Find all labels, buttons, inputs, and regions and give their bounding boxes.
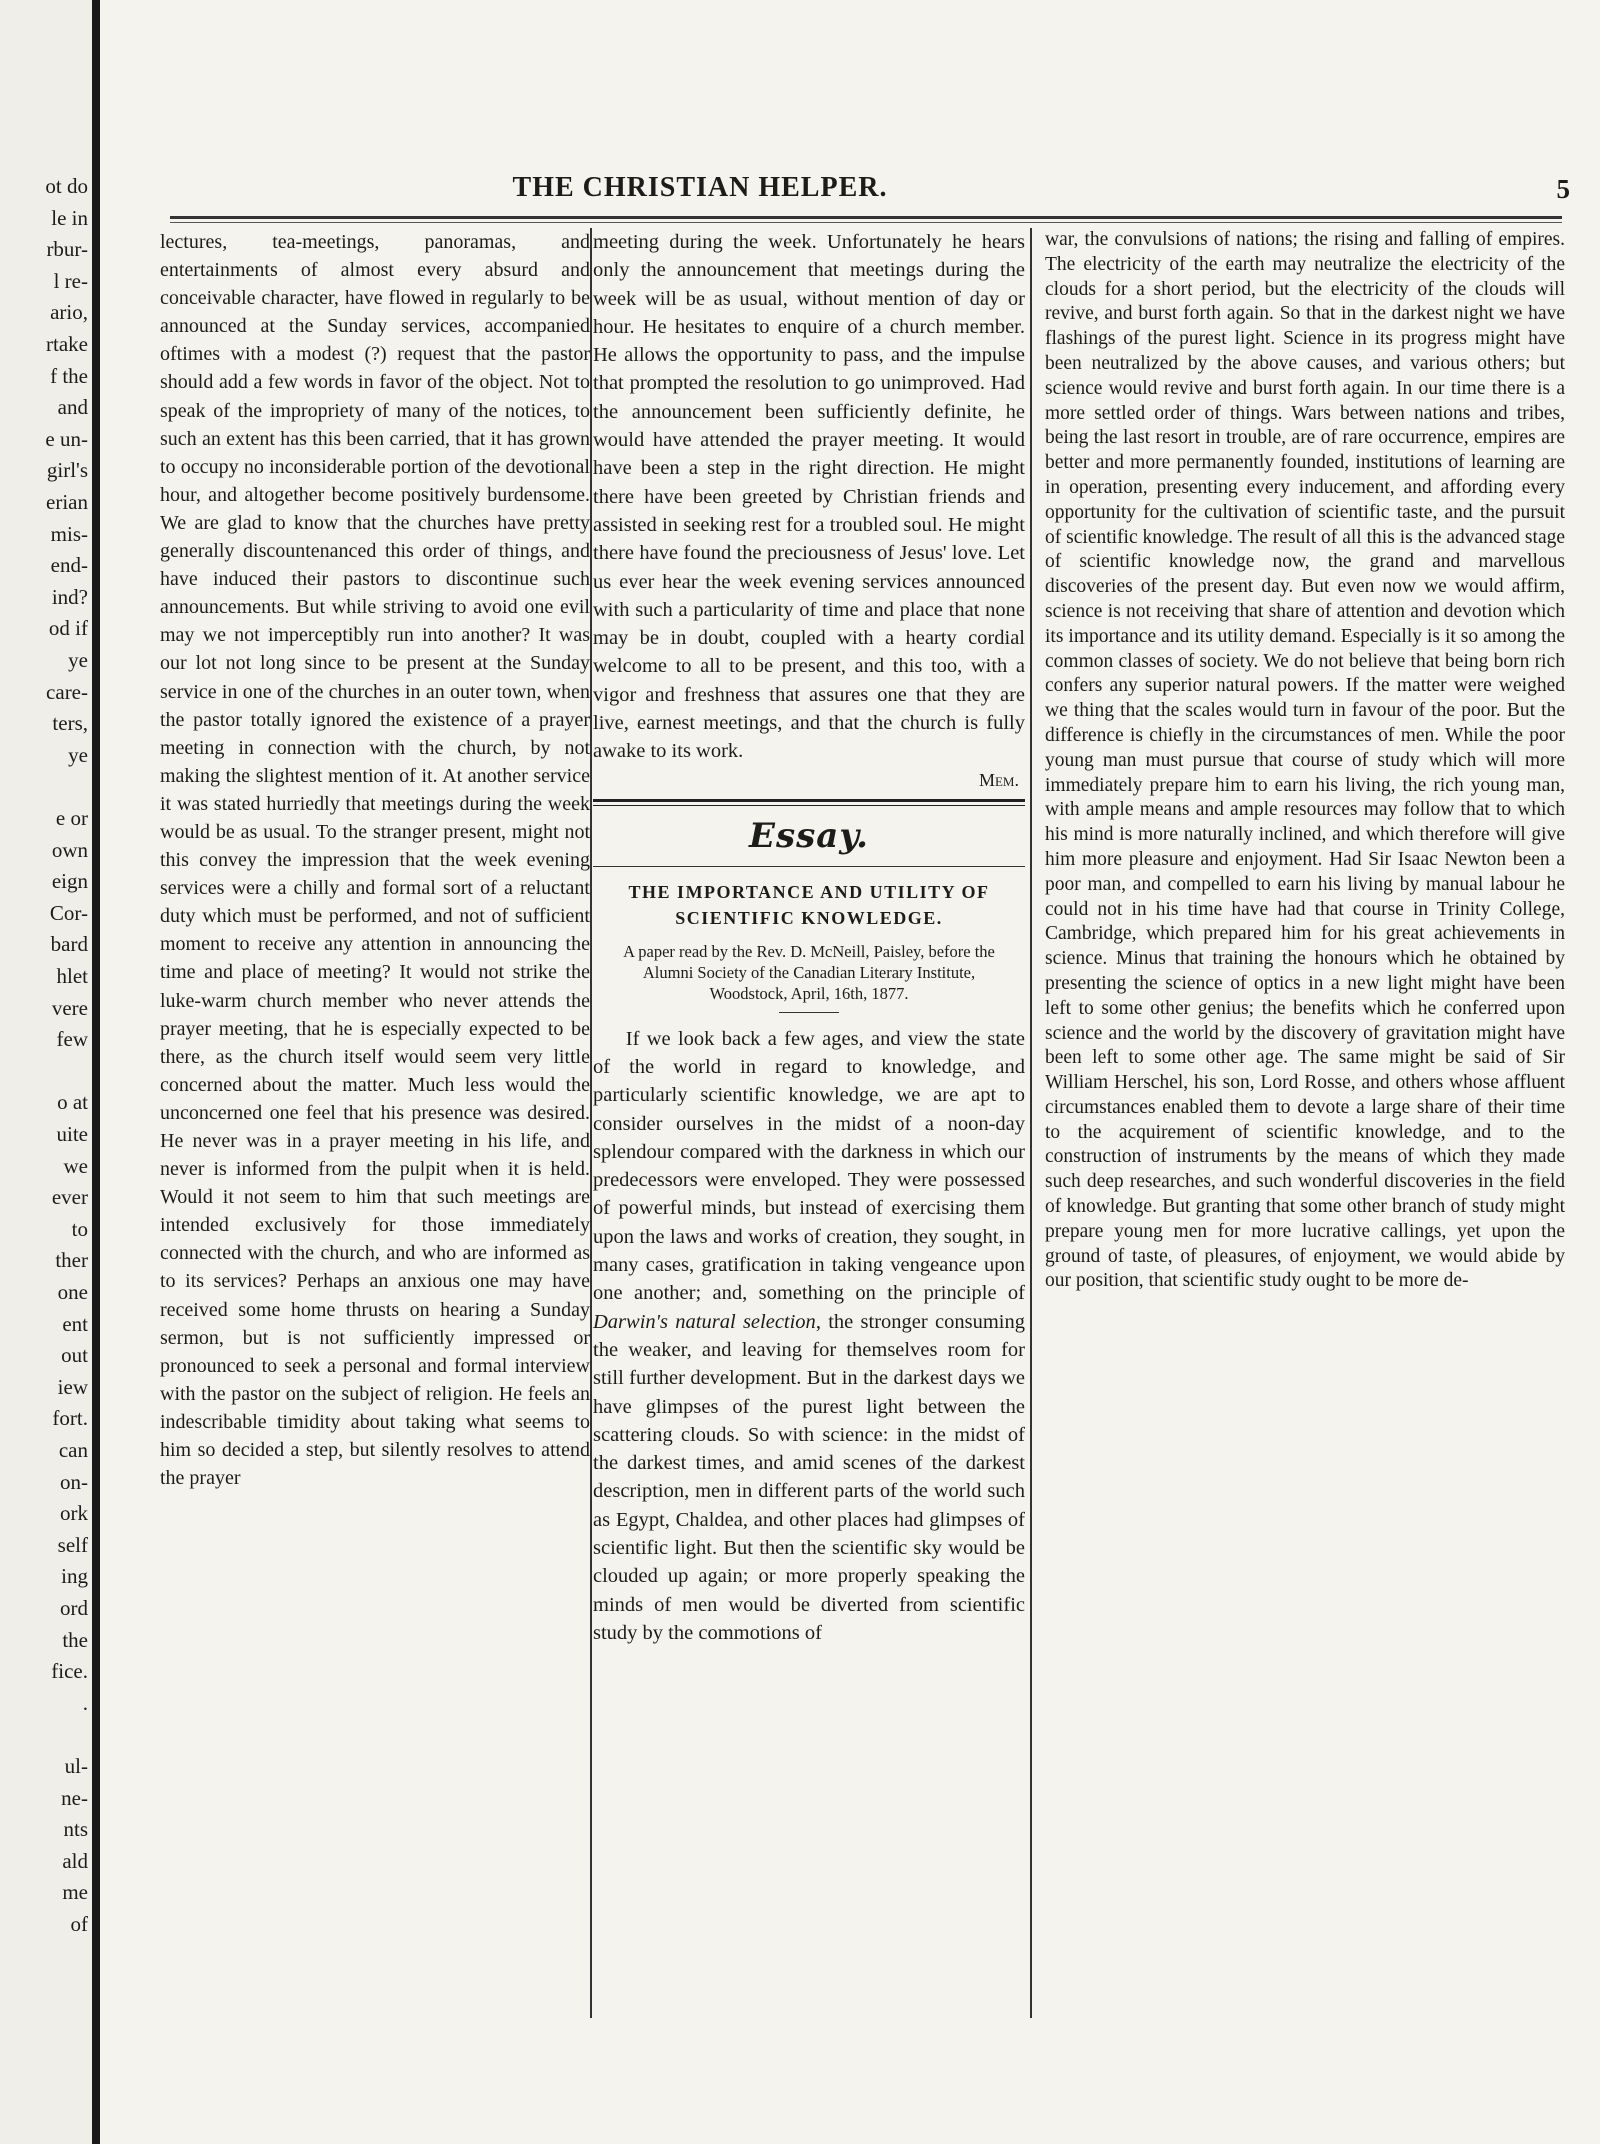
prev-page-fragment: hlet bbox=[56, 964, 88, 988]
prev-page-fragment: ork bbox=[60, 1501, 88, 1526]
prev-page-fragment: and bbox=[57, 395, 88, 420]
column-1 bbox=[160, 228, 590, 2008]
prev-page-fragment: one bbox=[57, 1280, 88, 1304]
column-2-text: meeting during the week. Unfortunately he hears only the announcement that meetings during the week will be as usual, without mention of day or hour. He hesitates to enquire of a church member. He allows the opportunity to pass, and the impulse that prompted the resolution to go unimproved. Had the announcement been sufficiently definite, he would have attended the prayer meeting. It would have been a step in the right direction. He might there have been greeted by Christian friends and assisted in seeking rest for a troubled soul. He might there have found the preciousness of Jesus' love. Let us ever hear the week evening services announced with such a particularity of time and place that none may be in doubt, coupled with a hearty cordial welcome to all to be present, and this too, with a vigor and freshness that assures one that they are live, earnest meetings, and that the church is fully awake to its work. bbox=[593, 231, 1025, 763]
section-heading: Essay. bbox=[749, 815, 869, 856]
column-1-text: lectures, tea-meetings, panoramas, and entertainments of almost every absurd and conceivable character, have flowed in regularly to be announced at the Sunday services, accompanied oftimes with a modest (?) request that the pastor should add a few words in favor of the object. Not to speak of the impropriety of many of the notices, to such an extent has this been carried, that it has grown to occupy no inconsiderable portion of the devotional hour, and altogether become positively burdensome. We are glad to know that the churches have pretty generally discountenanced this order of things, and have induced their pastors to discontinue such announcements. But while striving to avoid one evil may we not imperceptibly run into another? It was our lot not long since to be present at the Sunday service in one of the churches in an outer town, when the pastor totally ignored the existence of a prayer meeting in connection with the church, by not making the slightest mention of it. At another service it was stated hurriedly that meetings during the week would be as usual. To the stranger present, might not this convey the impression that the week evening services were a chilly and formal sort of a reluctant duty which must be performed, and not of sufficient moment to receive any attention in announcing the time and place of meeting? It would not strike the luke-warm church member who never attends the prayer meeting, that he is especially expected to be there, as the church itself would seem very little concerned about the matter. Much less would the unconcerned one feel that his presence was desired. He never was in a prayer meeting in his life, and never is informed from the pulpit when it is held. Would it not seem to him that such meetings are intended exclusively for those immediately connected with the church, and who are informed as to its services? Perhaps an anxious one may have received some home thrusts on hearing a Sunday sermon, but is not sufficiently impressed or pronounced to seek a personal and formal interview with the pastor on the subject of religion. He feels an indescribable timidity about taking what seems to him so decided a step, but silently resolves to attend the prayer bbox=[160, 231, 590, 1490]
prev-page-fragment: f the bbox=[50, 363, 88, 388]
page-number: 5 bbox=[1556, 174, 1570, 204]
prev-page-fragment: ters, bbox=[52, 711, 88, 736]
essay-text-part-1: If we look back a few ages, and view the state of the world in regard to knowledge, and particularly scientific knowledge, we are apt to consider ourselves in the midst of a noon-day splendour compared with the darkness in which our predecessors were enveloped. They were possessed of powerful minds, but instead of exercising them upon the laws and works of creation, they sought, in many cases, gratification in taking vengeance upon one another; and, something on the principle of bbox=[593, 1027, 1025, 1305]
prev-page-fragment: ul- bbox=[64, 1754, 88, 1778]
prev-page-fragment: care- bbox=[46, 679, 88, 704]
prev-page-fragment: ord bbox=[60, 1596, 88, 1620]
prev-page-fragment: can bbox=[58, 1438, 88, 1462]
prev-page-fragment: ye bbox=[68, 648, 88, 672]
header-rule-thick bbox=[170, 216, 1562, 219]
prev-page-fragment: to bbox=[71, 1216, 88, 1241]
prev-page-fragment: od if bbox=[48, 616, 88, 641]
column-3 bbox=[1045, 228, 1565, 2008]
prev-page-fragment: ne- bbox=[61, 1785, 88, 1810]
prev-page-fragment: mis- bbox=[50, 521, 88, 546]
column-2 bbox=[593, 228, 1025, 2008]
prev-page-fragment: Cor- bbox=[49, 900, 88, 925]
prev-page-fragment: bard bbox=[50, 932, 88, 957]
prev-page-fragment: le in bbox=[51, 205, 88, 230]
prev-page-fragment: ario, bbox=[50, 300, 88, 325]
column-3-text: war, the convulsions of nations; the rising and falling of empires. The electricity of the earth may neutralize the electricity of the clouds for a short period, but the electricity of the clouds will revive, and burst forth again. So that in the darkest night we have flashings of the purest light. Science in its progress might have been neutralized by the above causes, and various others; but science would revive and burst forth again. In our time there is a more settled order of things. Wars between nations and tribes, being the last resort in trouble, are of rare occurrence, empires are better and more permanently founded, institutions of learning are in operation, presenting every inducement, and affording every opportunity for the cultivation of scientific taste, and the pursuit of scientific knowledge. The result of all this is the advanced stage of scientific knowledge now, the grand and marvellous discoveries of the present day. But even now we would affirm, science is not receiving that share of attention and devotion which its importance and its utility demand. Especially is it so among the common classes of society. We do not believe that being born rich confers any superior natural powers. If the matter were weighed we thing that the scales would turn in favour of the poor. But the difference is chiefly in the circumstances of men. While the poor young man must pursue that course of study which will more immediately prepare him to earn his living, the rich young man, with ample means and ample resources may follow that to which his mind is more naturally inclined, and which therefore will give him more pleasure and enjoyment. Had Sir Isaac Newton been a poor man, and compelled to earn his living by manual labour he could not in his time have had that course in Trinity College, Cambridge, which prepared him for his great achievements in science. Minus that training the honours which he obtained by presenting the science of optics in a new light might have been left to some other genius; the benefits which he conferred upon science and the world by the discovery of gravitation might have been left to some other age. The same might be said of Sir William Herschel, his son, Lord Rosse, and others whose affluent circumstances enabled them to devote a large share of their time to the acquirement of scientific knowledge, and to the construction of instruments by the means of which they made such deep researches, and such wonderful discoveries in the field of knowledge. But granting that some other branch of study might prepare young men for more lucrative callings, yet upon the ground of taste, of pleasures, of enjoyment, we would abide by our position, that scientific study ought to be more de- bbox=[1045, 229, 1565, 1292]
essay-italic-phrase: Darwin's natural selection bbox=[593, 1310, 816, 1333]
prev-page-fragment: end- bbox=[50, 553, 88, 578]
prev-page-fragment: fice. bbox=[51, 1659, 88, 1684]
prev-page-fragment: vere bbox=[51, 995, 88, 1020]
prev-page-fragment: the bbox=[62, 1627, 88, 1652]
prev-page-fragment: eign bbox=[51, 869, 88, 894]
prev-page-fragment: on- bbox=[60, 1469, 88, 1494]
prev-page-fragment: ever bbox=[51, 1185, 88, 1210]
prev-page-fragment: we bbox=[63, 1153, 88, 1178]
article-byline: A paper read by the Rev. D. McNeill, Paisley, before the Alumni Society of the Canadian Literary Institute, Woodstock, April, 16th, 1877. bbox=[623, 941, 995, 1003]
prev-page-fragment: ind? bbox=[51, 584, 88, 609]
column-divider bbox=[1030, 228, 1032, 2018]
article-title: THE IMPORTANCE AND UTILITY OF SCIENTIFIC KNOWLEDGE. bbox=[628, 881, 990, 928]
prev-page-fragment: ald bbox=[62, 1848, 88, 1873]
previous-page-edge bbox=[0, 0, 100, 2144]
header-rule-thin bbox=[170, 222, 1562, 223]
prev-page-fragment: o at bbox=[57, 1090, 88, 1115]
column-divider bbox=[590, 228, 592, 2018]
prev-page-fragment: ent bbox=[62, 1311, 88, 1336]
prev-page-fragment: girl's bbox=[46, 458, 88, 483]
prev-page-fragment: rbur- bbox=[46, 237, 88, 262]
prev-page-fragment: erian bbox=[46, 490, 88, 514]
prev-page-fragment: uite bbox=[56, 1122, 88, 1146]
prev-page-fragment: ye bbox=[68, 742, 88, 767]
prev-page-fragment: of bbox=[70, 1912, 88, 1936]
prev-page-fragment: ing bbox=[61, 1564, 88, 1589]
page-title: THE CHRISTIAN HELPER. bbox=[512, 172, 888, 203]
byline-rule bbox=[779, 1012, 839, 1013]
prev-page-fragment: ot do bbox=[45, 174, 88, 198]
section-divider bbox=[593, 799, 1025, 806]
prev-page-fragment: me bbox=[62, 1880, 88, 1905]
author-signature: Mem. bbox=[978, 769, 1019, 790]
heading-rule bbox=[593, 866, 1025, 867]
prev-page-fragment: . bbox=[82, 1690, 88, 1715]
prev-page-fragment: fort. bbox=[52, 1406, 88, 1431]
prev-page-fragment: own bbox=[51, 837, 88, 862]
prev-page-fragment: e un- bbox=[45, 426, 88, 451]
essay-text-part-2: , the stronger consuming the weaker, and leaving for themselves room for still further development. But in the darkest days we have glimpses of the purest light between the scattering clouds. So with science: in the midst of the darkest times, and amid scenes of the darkest description, men in different parts of the world such as Egypt, Chaldea, and other places had glimpses of scientific light. But then the scientific sky would be clouded up again; or more properly speaking the minds of men would be diverted from scientific study by the commotions of bbox=[593, 1310, 1025, 1644]
prev-page-fragment: ther bbox=[55, 1248, 88, 1273]
prev-page-fragment: rtake bbox=[46, 332, 88, 356]
prev-page-fragment: l re- bbox=[53, 268, 88, 293]
prev-page-fragment: out bbox=[61, 1343, 88, 1368]
prev-page-fragment: self bbox=[57, 1532, 88, 1557]
prev-page-fragment: iew bbox=[57, 1374, 88, 1399]
essay-text bbox=[593, 1025, 1025, 1648]
prev-page-fragment: nts bbox=[63, 1817, 88, 1842]
prev-page-fragment: e or bbox=[55, 806, 88, 830]
newspaper-page bbox=[100, 0, 1600, 2144]
running-head bbox=[170, 172, 1570, 212]
prev-page-fragment: few bbox=[56, 1027, 88, 1052]
